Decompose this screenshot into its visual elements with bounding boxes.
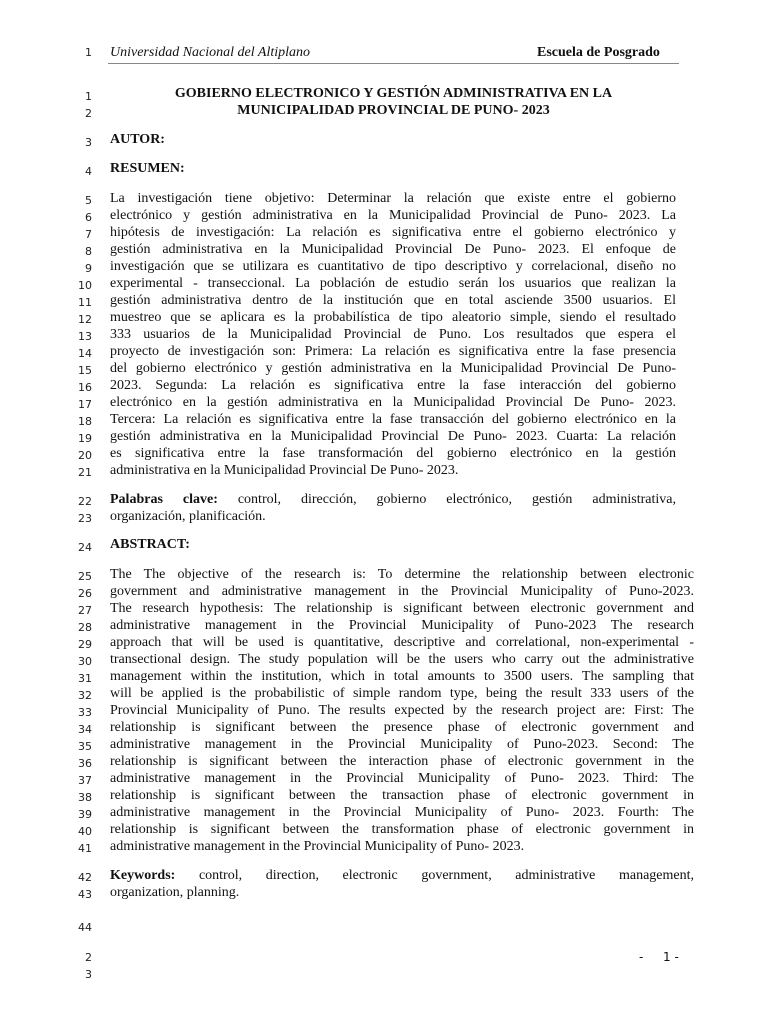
resumen-line: gestión administrativa en la Municipalidad Provincial De Puno- 2023. El enfoque de	[110, 242, 676, 257]
line-number: 12	[78, 313, 92, 326]
resumen-line: 333 usuarios de la Municipalidad Provincial de Puno. Los resultados que espera el	[110, 327, 676, 342]
header-university: Universidad Nacional del Altiplano	[110, 45, 311, 60]
resumen-line: electrónico en la gestión administrativa en la Municipalidad Provincial De Puno- 2023.	[110, 395, 676, 410]
line-number: 22	[78, 495, 92, 508]
keywords-line: organization, planning.	[110, 885, 240, 900]
autor-heading: AUTOR:	[110, 132, 165, 147]
line-number: 26	[78, 587, 92, 600]
abstract-line: administrative management in the Provincial Municipality of Puno- 2023.	[110, 839, 525, 854]
line-number: 1	[85, 46, 92, 59]
abstract-line: transectional design. The study population will be the users who carry out the administrative	[110, 652, 694, 667]
line-number: 34	[78, 723, 92, 736]
resumen-heading: RESUMEN:	[110, 161, 185, 176]
abstract-line: government and administrative management in the Provincial Municipality of Puno-2023.	[110, 584, 694, 599]
line-number: 23	[78, 512, 92, 525]
line-number: 3	[85, 968, 92, 981]
line-number: 19	[78, 432, 92, 445]
abstract-line: The research hypothesis: The relationship is significant between electronic government and	[110, 601, 694, 616]
resumen-line: electrónico y gestión administrativa en la Municipalidad Provincial de Puno- 2023. La	[110, 208, 676, 223]
line-number: 43	[78, 888, 92, 901]
line-number: 35	[78, 740, 92, 753]
palabras-clave-text: control, dirección, gobierno electrónico, gestión administrativa,	[237, 492, 676, 507]
resumen-line: experimental - transeccional. La población de estudio serán los usuarios que realizan la	[110, 276, 676, 291]
line-number: 33	[78, 706, 92, 719]
line-number: 21	[78, 466, 92, 479]
line-number: 18	[78, 415, 92, 428]
palabras-clave-label: Palabras clave:	[110, 492, 218, 507]
line-number: 29	[78, 638, 92, 651]
resumen-line: proyecto de investigación son: Primera: La relación es significativa entre la fase presencia	[110, 344, 676, 359]
header-divider	[108, 63, 679, 64]
abstract-line: relationship is significant between the interaction phase of electronic government in the	[110, 754, 694, 769]
line-number: 24	[78, 541, 92, 554]
line-number: 2	[85, 107, 92, 120]
line-number: 13	[78, 330, 92, 343]
keywords-text: control, direction, electronic government, administrative management,	[198, 868, 695, 883]
abstract-line: management within the institution, which in total amounts to 3500 users. The sampling that	[110, 669, 694, 684]
title-line: MUNICIPALIDAD PROVINCIAL DE PUNO- 2023	[237, 103, 550, 118]
abstract-line: administrative management in the Provincial Municipality of Puno-2023. Second: The	[110, 737, 694, 752]
resumen-line: hipótesis de investigación: La relación es significativa entre el gobierno electrónico y	[110, 225, 676, 240]
resumen-line: 2023. Segunda: La relación es significativa entre la fase interacción del gobierno	[110, 378, 676, 393]
line-number: 36	[78, 757, 92, 770]
resumen-line: muestreo que se aplicara es la probabilística de tipo aleatorio simple, siendo el resultado	[110, 310, 676, 325]
abstract-line: relationship is significant between the transaction phase of electronic government in	[110, 788, 694, 803]
abstract-line: administrative management in the Provincial Municipality of Puno- 2023. Fourth: The	[110, 805, 694, 820]
resumen-line: gestión administrativa en la Municipalidad Provincial De Puno- 2023. Cuarta: La relación	[110, 429, 676, 444]
abstract-line: administrative management in the Provincial Municipality of Puno- 2023. Third: The	[110, 771, 694, 786]
line-number: 14	[78, 347, 92, 360]
palabras-clave-line	[110, 491, 676, 508]
title-line: GOBIERNO ELECTRONICO Y GESTIÓN ADMINISTRATIVA EN LA	[174, 86, 613, 101]
line-number: 39	[78, 808, 92, 821]
line-number: 27	[78, 604, 92, 617]
line-number: 37	[78, 774, 92, 787]
line-number: 30	[78, 655, 92, 668]
header-school: Escuela de Posgrado	[537, 45, 660, 60]
line-number: 2	[85, 951, 92, 964]
palabras-clave-line: organización, planificación.	[110, 509, 266, 524]
line-number: 11	[78, 296, 92, 309]
line-number: 9	[85, 262, 92, 275]
abstract-heading: ABSTRACT:	[110, 537, 190, 552]
line-number: 25	[78, 570, 92, 583]
abstract-line: Provincial Municipality of Puno. The results expected by the research project are: First: The	[110, 703, 694, 718]
page-number: 1 -	[663, 950, 679, 964]
line-number: 1	[85, 90, 92, 103]
line-number: 15	[78, 364, 92, 377]
line-number: 17	[78, 398, 92, 411]
resumen-line: Tercera: La relación es significativa entre la fase transacción del gobierno electrónico en la	[110, 412, 676, 427]
page-number-dash: -	[639, 950, 644, 964]
line-number: 32	[78, 689, 92, 702]
line-number: 6	[85, 211, 92, 224]
line-number: 28	[78, 621, 92, 634]
resumen-line: es significativa entre la fase transformación del gobierno electrónico en la gestión	[110, 446, 676, 461]
line-number: 42	[78, 871, 92, 884]
line-number: 8	[85, 245, 92, 258]
resumen-line: administrativa en la Municipalidad Provincial De Puno- 2023.	[110, 463, 459, 478]
line-number: 40	[78, 825, 92, 838]
line-number: 4	[85, 165, 92, 178]
line-number: 3	[85, 136, 92, 149]
line-number: 5	[85, 194, 92, 207]
line-number: 38	[78, 791, 92, 804]
abstract-line: approach that will be used is quantitative, descriptive and correlational, non-experimental -	[110, 635, 694, 650]
line-number: 20	[78, 449, 92, 462]
line-number: 10	[78, 279, 92, 292]
abstract-line: relationship is significant between the transformation phase of electronic government in	[110, 822, 694, 837]
resumen-line: gestión administrativa dentro de la institución que en total asciende 3500 usuarios. El	[110, 293, 676, 308]
keywords-label: Keywords:	[110, 868, 176, 883]
line-number: 44	[78, 921, 92, 934]
line-number: 41	[78, 842, 92, 855]
resumen-line: del gobierno electrónico y gestión administrativa en la Municipalidad Provincial De Puno-	[110, 361, 676, 376]
line-number: 16	[78, 381, 92, 394]
abstract-line: administrative management in the Provincial Municipality of Puno-2023 The research	[110, 618, 694, 633]
line-number: 31	[78, 672, 92, 685]
resumen-line: La investigación tiene objetivo: Determinar la relación que existe entre el gobierno	[110, 191, 676, 206]
abstract-line: relationship is significant between the presence phase of electronic government and	[110, 720, 694, 735]
keywords-line	[110, 867, 694, 884]
abstract-line: will be applied is the probabilistic of simple random type, being the result 333 users of the	[110, 686, 694, 701]
abstract-line: The The objective of the research is: To determine the relationship between electronic	[110, 567, 694, 582]
resumen-line: investigación que se utilizara es cuantitativo de tipo descriptivo y correlacional, diseño no	[110, 259, 676, 274]
line-number: 7	[85, 228, 92, 241]
